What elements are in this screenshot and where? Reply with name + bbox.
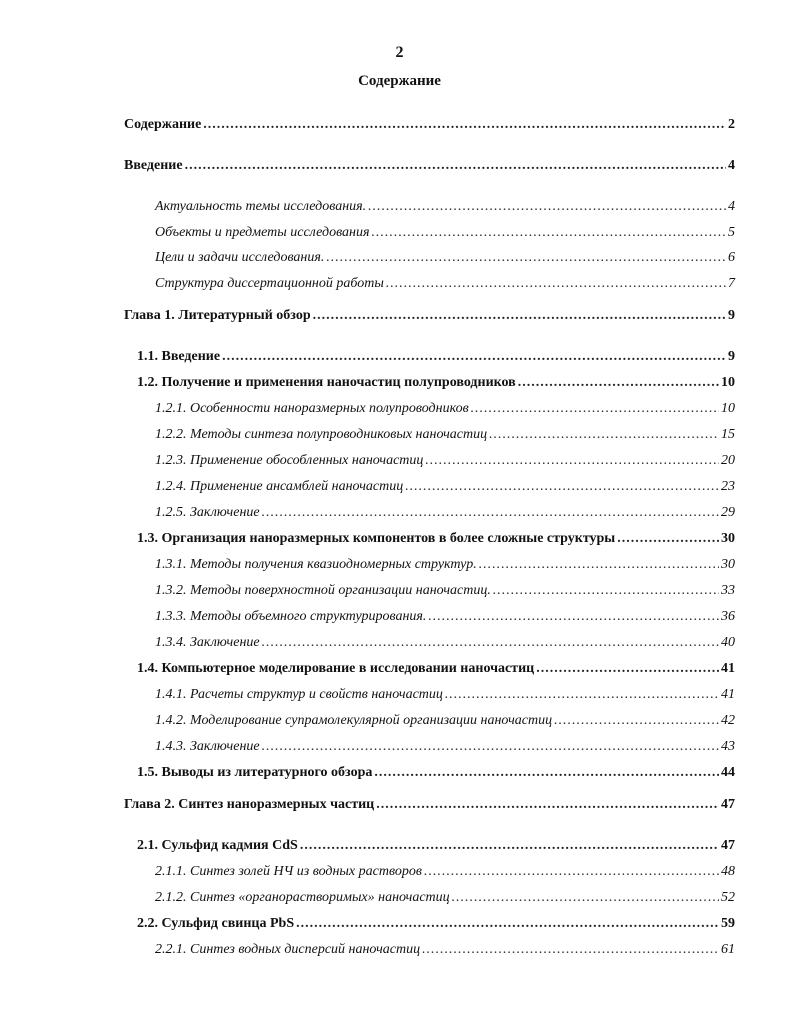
toc-entry-label: 1.2.3. Применение обособленных наночастиц xyxy=(155,453,424,468)
toc-entry[interactable] xyxy=(155,557,735,573)
toc-entry-page: 59 xyxy=(721,916,735,931)
dot-leader xyxy=(296,916,719,932)
toc-entry[interactable] xyxy=(155,635,735,651)
dot-leader xyxy=(518,375,719,391)
toc-entry-page: 41 xyxy=(721,687,735,702)
toc-entry[interactable] xyxy=(137,838,735,854)
toc-entry-page: 41 xyxy=(721,661,735,676)
toc-entry-label: 1.3.2. Методы поверхностной организации наночастиц. xyxy=(155,583,491,598)
toc-entry-label: Структура диссертационной работы xyxy=(155,276,384,291)
toc-entry[interactable] xyxy=(137,349,735,365)
toc-entry-page: 44 xyxy=(721,765,735,780)
toc-entry[interactable] xyxy=(155,942,735,958)
dot-leader xyxy=(479,557,719,573)
toc-entry[interactable] xyxy=(155,401,735,417)
toc-entry-page: 4 xyxy=(728,199,735,214)
toc-entry[interactable] xyxy=(155,250,735,266)
toc-entry-label: 2.1.2. Синтез «органорастворимых» наночастиц xyxy=(155,890,450,905)
toc-entry-page: 9 xyxy=(728,308,735,323)
toc-entry[interactable] xyxy=(155,479,735,495)
toc-entry[interactable] xyxy=(155,687,735,703)
toc-entry[interactable] xyxy=(155,890,735,906)
toc-entry[interactable] xyxy=(155,453,735,469)
toc-entry-label: 1.2.4. Применение ансамблей наночастиц xyxy=(155,479,404,494)
toc-entry[interactable] xyxy=(124,117,735,133)
toc-entry-page: 5 xyxy=(728,225,735,240)
toc-entry-label: 1.2. Получение и применения наночастиц полупроводников xyxy=(137,375,516,390)
dot-leader xyxy=(313,308,726,324)
toc-entry-page: 20 xyxy=(721,453,735,468)
toc-entry-label: Актуальность темы исследования. xyxy=(155,199,367,214)
dot-leader xyxy=(376,797,719,813)
toc-entry-label: Цели и задачи исследования. xyxy=(155,250,325,265)
dot-leader xyxy=(372,225,726,241)
toc-entry-label: 1.4.1. Расчеты структур и свойств наночастиц xyxy=(155,687,443,702)
dot-leader xyxy=(374,765,719,781)
toc-entry[interactable] xyxy=(137,375,735,391)
toc-entry-label: 1.5. Выводы из литературного обзора xyxy=(137,765,373,780)
toc-entry[interactable] xyxy=(155,609,735,625)
toc-entry-label: 1.3.1. Методы получения квазиодномерных структур. xyxy=(155,557,477,572)
toc-entry-page: 30 xyxy=(721,557,735,572)
dot-leader xyxy=(424,864,719,880)
toc-entry-label: 1.3. Организация наноразмерных компонентов в более сложные структуры xyxy=(137,531,616,546)
toc-entry-page: 48 xyxy=(721,864,735,879)
dot-leader xyxy=(425,453,719,469)
toc-entry[interactable] xyxy=(124,308,735,324)
dot-leader xyxy=(326,250,726,266)
dot-leader xyxy=(405,479,719,495)
toc-entry-page: 47 xyxy=(721,797,735,812)
toc-entry-page: 47 xyxy=(721,838,735,853)
toc-entry[interactable] xyxy=(155,199,735,215)
toc-entry[interactable] xyxy=(155,427,735,443)
toc-entry-page: 36 xyxy=(721,609,735,624)
toc-entry-label: 1.2.2. Методы синтеза полупроводниковых наночастиц xyxy=(155,427,488,442)
toc-entry-label: 2.1.1. Синтез золей НЧ из водных растворов xyxy=(155,864,422,879)
dot-leader xyxy=(617,531,719,547)
toc-entry[interactable] xyxy=(155,225,735,241)
toc-entry-label: Содержание xyxy=(124,117,202,132)
toc-entry[interactable] xyxy=(137,765,735,781)
toc-entry-label: 2.2. Сульфид свинца PbS xyxy=(137,916,295,931)
toc-entry-label: 1.3.3. Методы объемного структурирования. xyxy=(155,609,427,624)
toc-entry[interactable] xyxy=(124,797,735,813)
dot-leader xyxy=(262,739,719,755)
toc-entry-page: 42 xyxy=(721,713,735,728)
toc-entry-label: Глава 1. Литературный обзор xyxy=(124,308,311,323)
dot-leader xyxy=(489,427,719,443)
toc-entry-label: Объекты и предметы исследования xyxy=(155,225,370,240)
toc-entry-page: 7 xyxy=(728,276,735,291)
toc-entry-label: 2.1. Сульфид кадмия CdS xyxy=(137,838,298,853)
dot-leader xyxy=(368,199,726,215)
toc-entry-page: 4 xyxy=(728,158,735,173)
toc-entry-label: 1.4. Компьютерное моделирование в исследовании наночастиц xyxy=(137,661,535,676)
toc-entry-label: 1.1. Введение xyxy=(137,349,221,364)
dot-leader xyxy=(445,687,719,703)
toc-entry-page: 10 xyxy=(721,375,735,390)
dot-leader xyxy=(471,401,719,417)
toc-entry-label: Введение xyxy=(124,158,183,173)
toc-entry-label: 1.2.5. Заключение xyxy=(155,505,260,520)
toc-entry-page: 43 xyxy=(721,739,735,754)
toc-entry[interactable] xyxy=(155,583,735,599)
toc-entry-page: 61 xyxy=(721,942,735,957)
dot-leader xyxy=(493,583,719,599)
dot-leader xyxy=(428,609,719,625)
dot-leader xyxy=(554,713,719,729)
toc-entry-page: 6 xyxy=(728,250,735,265)
dot-leader xyxy=(185,158,726,174)
dot-leader xyxy=(203,117,726,133)
toc-entry-page: 23 xyxy=(721,479,735,494)
dot-leader xyxy=(452,890,719,906)
toc-entry[interactable] xyxy=(124,158,735,174)
toc-entry-label: 1.2.1. Особенности наноразмерных полупроводников xyxy=(155,401,469,416)
dot-leader xyxy=(262,635,719,651)
toc-entry-label: 2.2.1. Синтез водных дисперсий наночастиц xyxy=(155,942,421,957)
toc-entry-page: 9 xyxy=(728,349,735,364)
toc-entry[interactable] xyxy=(155,276,735,292)
toc-entry-page: 52 xyxy=(721,890,735,905)
toc-entry-page: 10 xyxy=(721,401,735,416)
page-title: Содержание xyxy=(358,73,441,89)
toc-entry-page: 29 xyxy=(721,505,735,520)
toc-entry[interactable] xyxy=(155,713,735,729)
toc-entry[interactable] xyxy=(137,531,735,547)
dot-leader xyxy=(262,505,719,521)
dot-leader xyxy=(536,661,719,677)
dot-leader xyxy=(300,838,719,854)
toc-entry-page: 30 xyxy=(721,531,735,546)
toc-entry-label: 1.4.3. Заключение xyxy=(155,739,260,754)
toc-entry-page: 40 xyxy=(721,635,735,650)
dot-leader xyxy=(386,276,726,292)
toc-entry-label: 1.3.4. Заключение xyxy=(155,635,260,650)
toc-entry-label: Глава 2. Синтез наноразмерных частиц xyxy=(124,797,375,812)
toc-entry[interactable] xyxy=(155,739,735,755)
page-number: 2 xyxy=(395,44,404,61)
dot-leader xyxy=(222,349,726,365)
toc-entry[interactable] xyxy=(137,661,735,677)
dot-leader xyxy=(422,942,719,958)
toc-entry[interactable] xyxy=(137,916,735,932)
toc-entry[interactable] xyxy=(155,864,735,880)
toc-entry[interactable] xyxy=(155,505,735,521)
toc-entry-page: 33 xyxy=(721,583,735,598)
toc-entry-page: 15 xyxy=(721,427,735,442)
toc-entry-label: 1.4.2. Моделирование супрамолекулярной организации наночастиц xyxy=(155,713,553,728)
toc-entry-page: 2 xyxy=(728,117,735,132)
